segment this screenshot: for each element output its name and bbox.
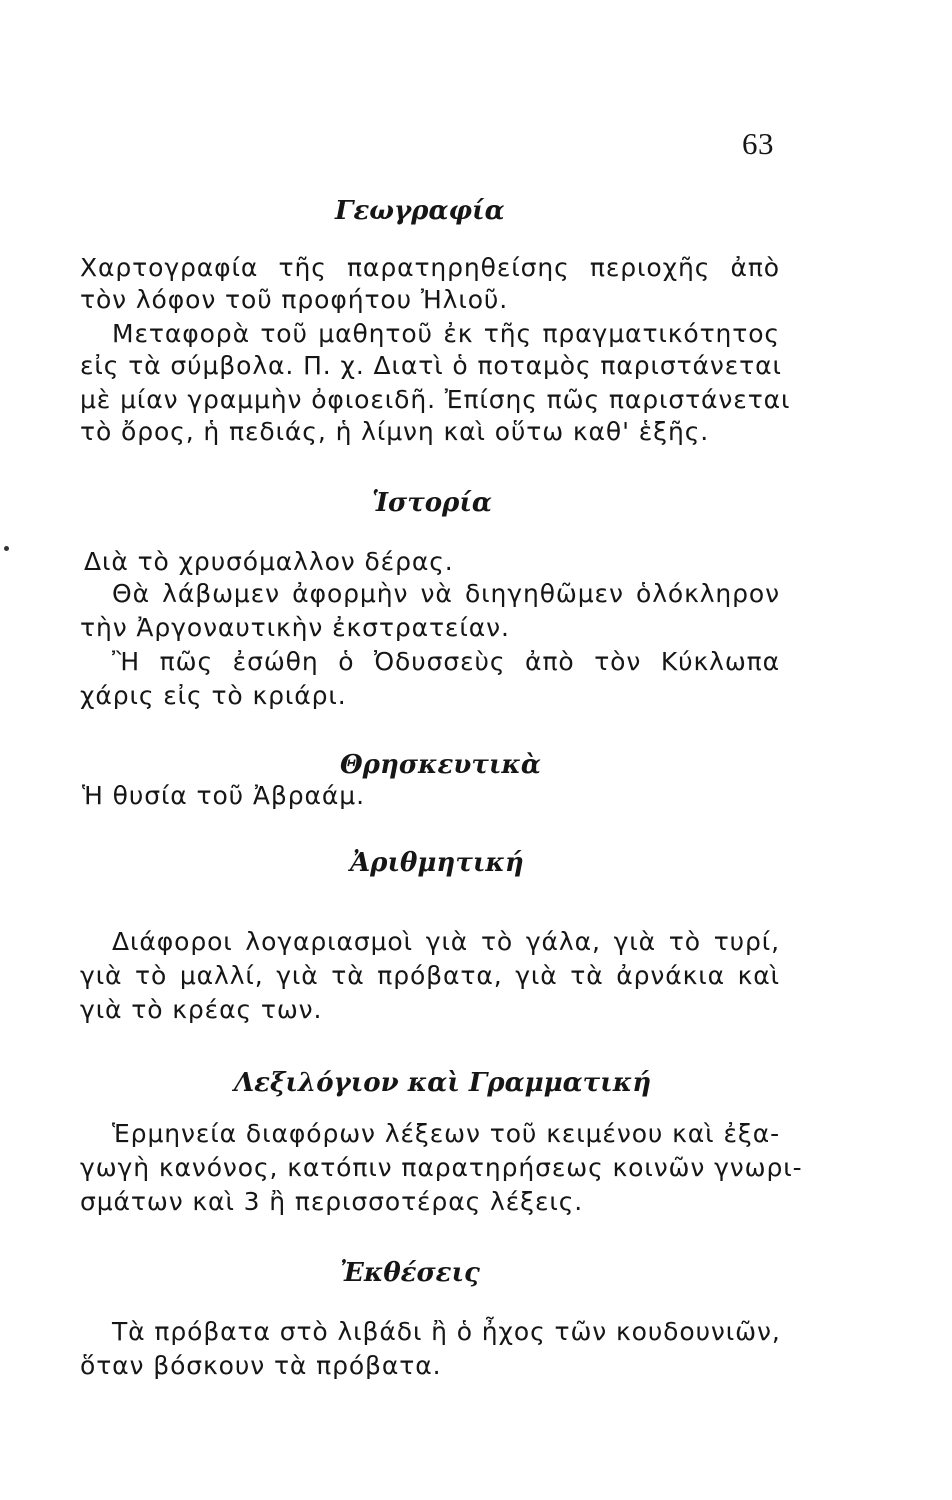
page-number: 63 xyxy=(742,126,774,161)
paragraph-line: χάρις εἰς τὸ κριάρι. xyxy=(80,681,347,710)
paragraph-line: Διάφοροι λογαριασμοὶ γιὰ τὸ γάλα, γιὰ τὸ τυρί, xyxy=(112,927,780,956)
paragraph-line: Θὰ λάβωμεν ἀφορμὴν νὰ διηγηθῶμεν ὁλόκληρον xyxy=(112,579,780,608)
scan-speck xyxy=(4,546,9,551)
paragraph-line: εἰς τὰ σύμβολα. Π. χ. Διατὶ ὁ ποταμὸς παριστάνεται xyxy=(80,351,782,380)
heading-essays: Ἐκθέσεις xyxy=(340,1258,480,1288)
paragraph-line: γωγὴ κανόνος, κατόπιν παρατηρήσεως κοινῶν γνωρι- xyxy=(80,1153,803,1182)
paragraph-line: σμάτων καὶ 3 ἢ περισσοτέρας λέξεις. xyxy=(80,1187,584,1216)
paragraph-line: Ἢ πῶς ἐσώθη ὁ Ὀδυσσεὺς ἀπὸ τὸν Κύκλωπα xyxy=(112,647,780,676)
heading-vocabulary-grammar: Λεξιλόγιον καὶ Γραμματική xyxy=(234,1068,652,1098)
paragraph-line: Μεταφορὰ τοῦ μαθητοῦ ἐκ τῆς πραγματικότητος xyxy=(112,319,780,348)
heading-arithmetic: Ἀριθμητική xyxy=(350,848,524,878)
paragraph-line: Ἑρμηνεία διαφόρων λέξεων τοῦ κειμένου καὶ ἐξα- xyxy=(112,1119,780,1148)
heading-geography: Γεωγραφία xyxy=(335,196,505,226)
paragraph-line: γιὰ τὸ κρέας των. xyxy=(80,995,323,1024)
paragraph-line: τὸ ὄρος, ἡ πεδιάς, ἡ λίμνη καὶ οὕτω καθ' ἑξῆς. xyxy=(80,417,710,446)
paragraph-line: γιὰ τὸ μαλλί, γιὰ τὰ πρόβατα, γιὰ τὰ ἀρνάκια καὶ xyxy=(80,961,780,990)
paragraph-line: μὲ μίαν γραμμὴν ὀφιοειδῆ. Ἐπίσης πῶς παριστάνεται xyxy=(80,385,791,414)
paragraph-line: Τὰ πρόβατα στὸ λιβάδι ἢ ὁ ἦχος τῶν κουδουνιῶν, xyxy=(112,1317,781,1346)
heading-history: Ἱστορία xyxy=(372,488,492,518)
paragraph-line: Διὰ τὸ χρυσόμαλλον δέρας. xyxy=(84,547,454,576)
paragraph-line: τὴν Ἀργοναυτικὴν ἐκστρατείαν. xyxy=(80,613,510,642)
paragraph-line: Ἡ θυσία τοῦ Ἀβραάμ. xyxy=(82,781,365,810)
paragraph-line: Χαρτογραφία τῆς παρατηρηθείσης περιοχῆς ἀπὸ xyxy=(80,253,780,282)
paragraph-line: ὅταν βόσκουν τὰ πρόβατα. xyxy=(80,1351,442,1380)
heading-religion: Θρησκευτικὰ xyxy=(340,750,541,780)
paragraph-line: τὸν λόφον τοῦ προφήτου Ἠλιοῦ. xyxy=(80,285,509,314)
